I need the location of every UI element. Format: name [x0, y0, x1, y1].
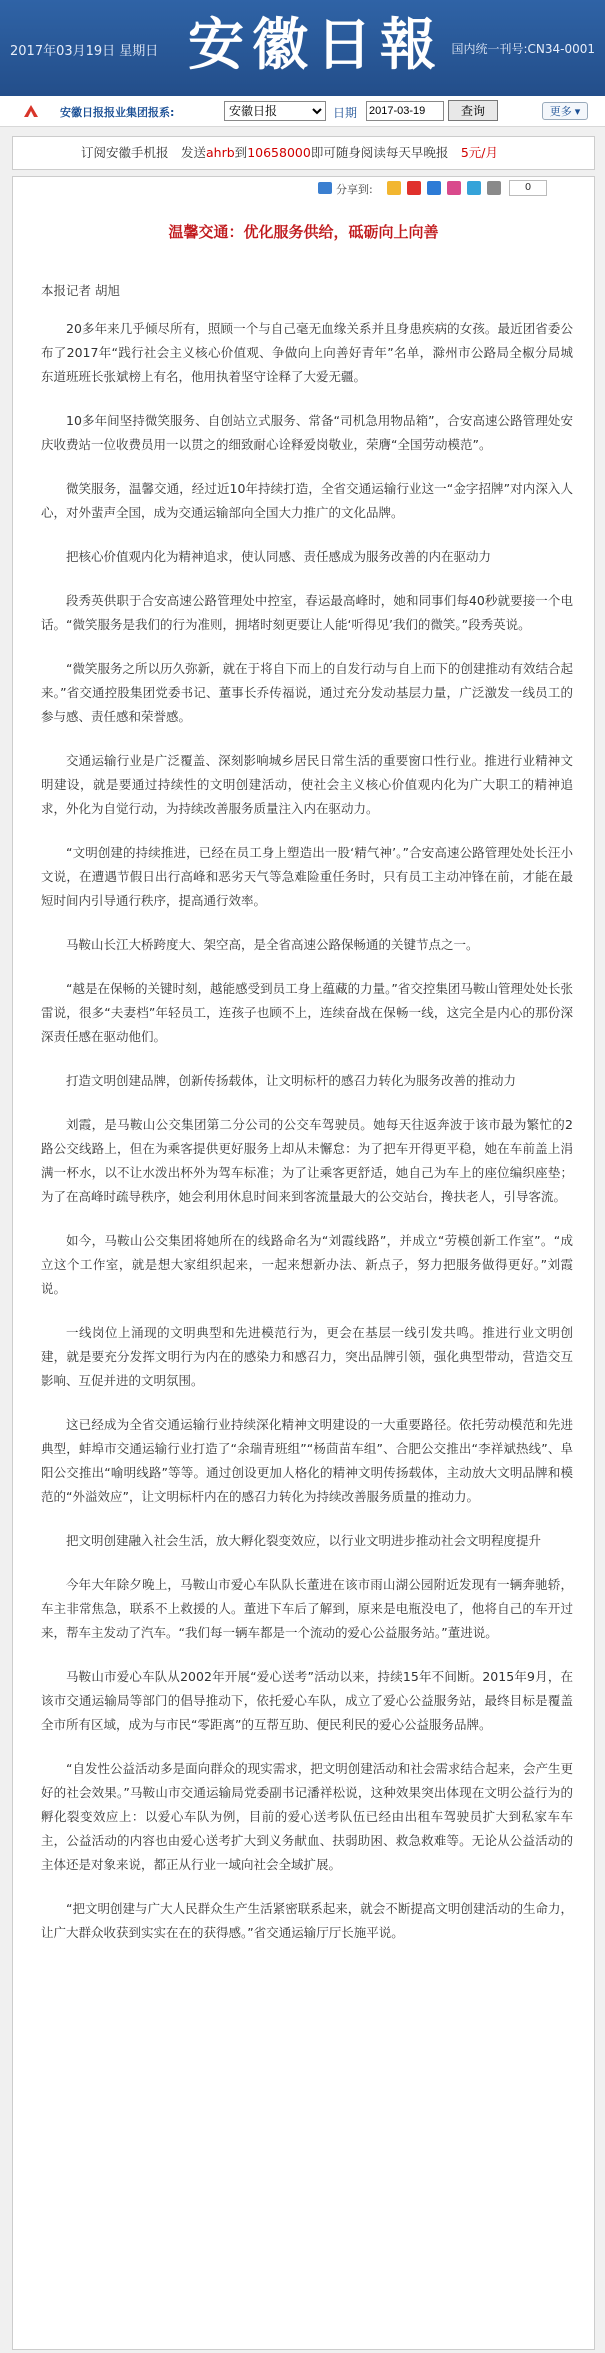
- article-paragraph: 今年大年除夕晚上，马鞍山市爱心车队队长董进在该市雨山湖公园附近发现有一辆奔驰轿，车主非常焦急，联系不上救援的人。董进下车后了解到，原来是电瓶没电了，他将自己的车开过来，帮车主发动了汽车。“我们每一辆车都是一个流动的爱心公益服务站。”董进说。: [41, 1577, 573, 1640]
- sina-weibo-icon[interactable]: [407, 181, 421, 195]
- article-paragraph: “微笑服务之所以历久弥新，就在于将自下而上的自发行动与自上而下的创建推动有效结合起来。”省交通控股集团党委书记、董事长乔传福说，通过充分发动基层力量，广泛激发一线员工的参与感、责任感和荣誉感。: [41, 661, 573, 724]
- share-icon[interactable]: [318, 182, 332, 194]
- article-paragraph: “越是在保畅的关键时刻，越能感受到员工身上蕴藏的力量。”省交控集团马鞍山管理处处长张雷说，很多“夫妻档”年轻员工，连孩子也顾不上，连续奋战在保畅一线，这完全是内心的那份深深责任感在驱动他们。: [41, 981, 573, 1044]
- article-paragraph: 20多年来几乎倾尽所有，照顾一个与自己毫无血缘关系并且身患疾病的女孩。最近团省委公布了2017年“践行社会主义核心价值观、争做向上向善好青年”名单，滁州市公路局全椒分局城东道班班长张斌榜上有名，他用执着坚守诠释了大爱无疆。: [41, 321, 573, 384]
- article-paragraph: 10多年间坚持微笑服务、自创站立式服务、常备“司机急用物品箱”，合安高速公路管理处安庆收费站一位收费员用一以贯之的细致耐心诠释爱岗敬业，荣膺“全国劳动模范”。: [41, 413, 573, 452]
- banner-price: 5元/月: [460, 145, 498, 160]
- banner-prefix: 订阅安徽手机报 发送: [81, 145, 207, 160]
- article-paragraph: 段秀英供职于合安高速公路管理处中控室，春运最高峰时，她和同事们每40秒就要接一个电话。“微笑服务是我们的行为准则，拥堵时刻更要让人能‘听得见’我们的微笑。”段秀英说。: [41, 593, 573, 632]
- article-paragraph: 马鞍山市爱心车队从2002年开展“爱心送考”活动以来，持续15年不间断。2015年9月，在该市交通运输局等部门的倡导推动下，依托爱心车队，成立了爱心公益服务站，最终目标是覆盖全市所有区域，成为与市民“零距离”的互帮互助、便民利民的爱心公益服务品牌。: [41, 1669, 573, 1732]
- date-input[interactable]: [366, 101, 444, 121]
- navigation-bar: [0, 96, 605, 127]
- query-button[interactable]: 查询: [448, 100, 498, 121]
- banner-middle-1: 到: [234, 145, 248, 160]
- article-title: 温馨交通：优化服务供给，砥砺向上向善: [168, 223, 439, 241]
- article-paragraph: “自发性公益活动多是面向群众的现实需求，把文明创建活动和社会需求结合起来，会产生更好的社会效果。”马鞍山市交通运输局党委副书记潘祥松说，这种效果突出体现在文明公益行为的孵化裂变效应上：以爱心车队为例，目前的爱心送考队伍已经由出租车驾驶员扩大到私家车车主，公益活动的内容也由爱心送考扩大到义务献血、扶弱助困、救急救难等。无论从公益活动的主体还是对象来说，都正从行业一域向社会全域扩展。: [41, 1761, 573, 1872]
- article-panel: [12, 176, 595, 2350]
- masthead: [0, 0, 605, 96]
- article-author: 本报记者 胡旭: [41, 283, 120, 298]
- date-label: 日期: [333, 106, 358, 120]
- share-bar: [13, 177, 594, 199]
- masthead-date: 2017年03月19日 星期日: [10, 44, 159, 59]
- article-paragraph: 一线岗位上涌现的文明典型和先进模范行为，更会在基层一线引发共鸣。推进行业文明创建，就是要充分发挥文明行为内在的感染力和感召力，突出品牌引领，强化典型带动，营造交互影响、互促并进的文明氛围。: [41, 1325, 573, 1388]
- article-subheading: 打造文明创建品牌，创新传扬载体，让文明标杆的感召力转化为服务改善的推动力: [66, 1073, 517, 1088]
- group-logo-icon: [22, 103, 40, 119]
- article-paragraph: 微笑服务，温馨交通，经过近10年持续打造，全省交通运输行业这一“金字招牌”对内深入人心，对外蜚声全国，成为交通运输部向全国大力推广的文化品牌。: [41, 481, 573, 520]
- article-paragraph: 这已经成为全省交通运输行业持续深化精神文明建设的一大重要路径。依托劳动模范和先进典型，蚌埠市交通运输行业打造了“余瑞青班组”“杨茴苗车组”、合肥公交推出“李祥斌热线”、阜阳公交推出“喻明线路”等等。通过创设更加人格化的精神文明传扬载体，主动放大文明品牌和模范的“外溢效应”，让文明标杆内在的感召力转化为持续改善服务质量的推动力。: [41, 1417, 573, 1504]
- article-paragraph: “文明创建的持续推进，已经在员工身上塑造出一股‘精气神’。”合安高速公路管理处处长汪小文说，在遭遇节假日出行高峰和恶劣天气等急难险重任务时，只有员工主动冲锋在前，才能在最短时间内引导通行秩序，提高通行效率。: [41, 845, 573, 908]
- article-paragraph: 马鞍山长江大桥跨度大、架空高，是全省高速公路保畅通的关键节点之一。: [66, 937, 479, 952]
- banner-number: 10658000: [247, 145, 311, 160]
- article-subheading: 把文明创建融入社会生活，放大孵化裂变效应，以行业文明进步推动社会文明程度提升: [66, 1533, 542, 1548]
- chevron-down-icon: ▾: [574, 106, 581, 118]
- banner-middle-2: 即可随身阅读每天早晚报: [310, 145, 461, 160]
- banner-keyword: ahrb: [206, 145, 235, 160]
- share-label: 分享到:: [336, 183, 373, 196]
- newspaper-logo[interactable]: 安徽日報: [188, 12, 444, 78]
- more-button[interactable]: [542, 102, 588, 120]
- mobile-subscription-banner[interactable]: [12, 136, 595, 170]
- article-subheading: 把核心价值观内化为精神追求，使认同感、责任感成为服务改善的内在驱动力: [66, 549, 492, 564]
- newspaper-select[interactable]: [224, 101, 326, 121]
- qq-weibo-icon[interactable]: [467, 181, 481, 195]
- article-paragraph: “把文明创建与广大人民群众生产生活紧密联系起来，就会不断提高文明创建活动的生命力，让广大群众收获到实实在在的获得感。”省交通运输厅厅长施平说。: [41, 1901, 573, 1940]
- kaixin-icon[interactable]: [447, 181, 461, 195]
- publication-number: 国内统一刊号:CN34-0001: [451, 42, 595, 56]
- group-site-name: 安徽日报报业集团报系:: [60, 106, 175, 119]
- article-paragraph: 如今，马鞍山公交集团将她所在的线路命名为“刘霞线路”，并成立“劳模创新工作室”。“成立这个工作室，就是想大家组织起来，一起来想新办法、新点子，努力把服务做得更好。”刘霞说。: [41, 1233, 573, 1296]
- renren-icon[interactable]: [427, 181, 441, 195]
- article-body: [41, 317, 573, 1965]
- qzone-icon[interactable]: [387, 181, 401, 195]
- article-paragraph: 刘霞，是马鞍山公交集团第二分公司的公交车驾驶员。她每天往返奔波于该市最为繁忙的2路公交线路上，但在为乘客提供更好服务上却从未懈怠：为了把车开得更平稳，她在车前盖上涓满一杯水，以不让水泼出杯外为驾车标准；为了让乘客更舒适，她自己为车上的座位编织座垫；为了在高峰时疏导秩序，她会利用休息时间来到客流量最大的公交站台，搀扶老人，引导客流。: [41, 1117, 573, 1204]
- article-paragraph: 交通运输行业是广泛覆盖、深刻影响城乡居民日常生活的重要窗口性行业。推进行业精神文明建设，就是要通过持续性的文明创建活动，使社会主义核心价值观内化为广大职工的精神追求，外化为自觉行动，为持续改善服务质量注入内在驱动力。: [41, 753, 573, 816]
- more-share-icon[interactable]: [487, 181, 501, 195]
- more-label: 更多: [549, 106, 572, 118]
- share-count: 0: [509, 180, 547, 196]
